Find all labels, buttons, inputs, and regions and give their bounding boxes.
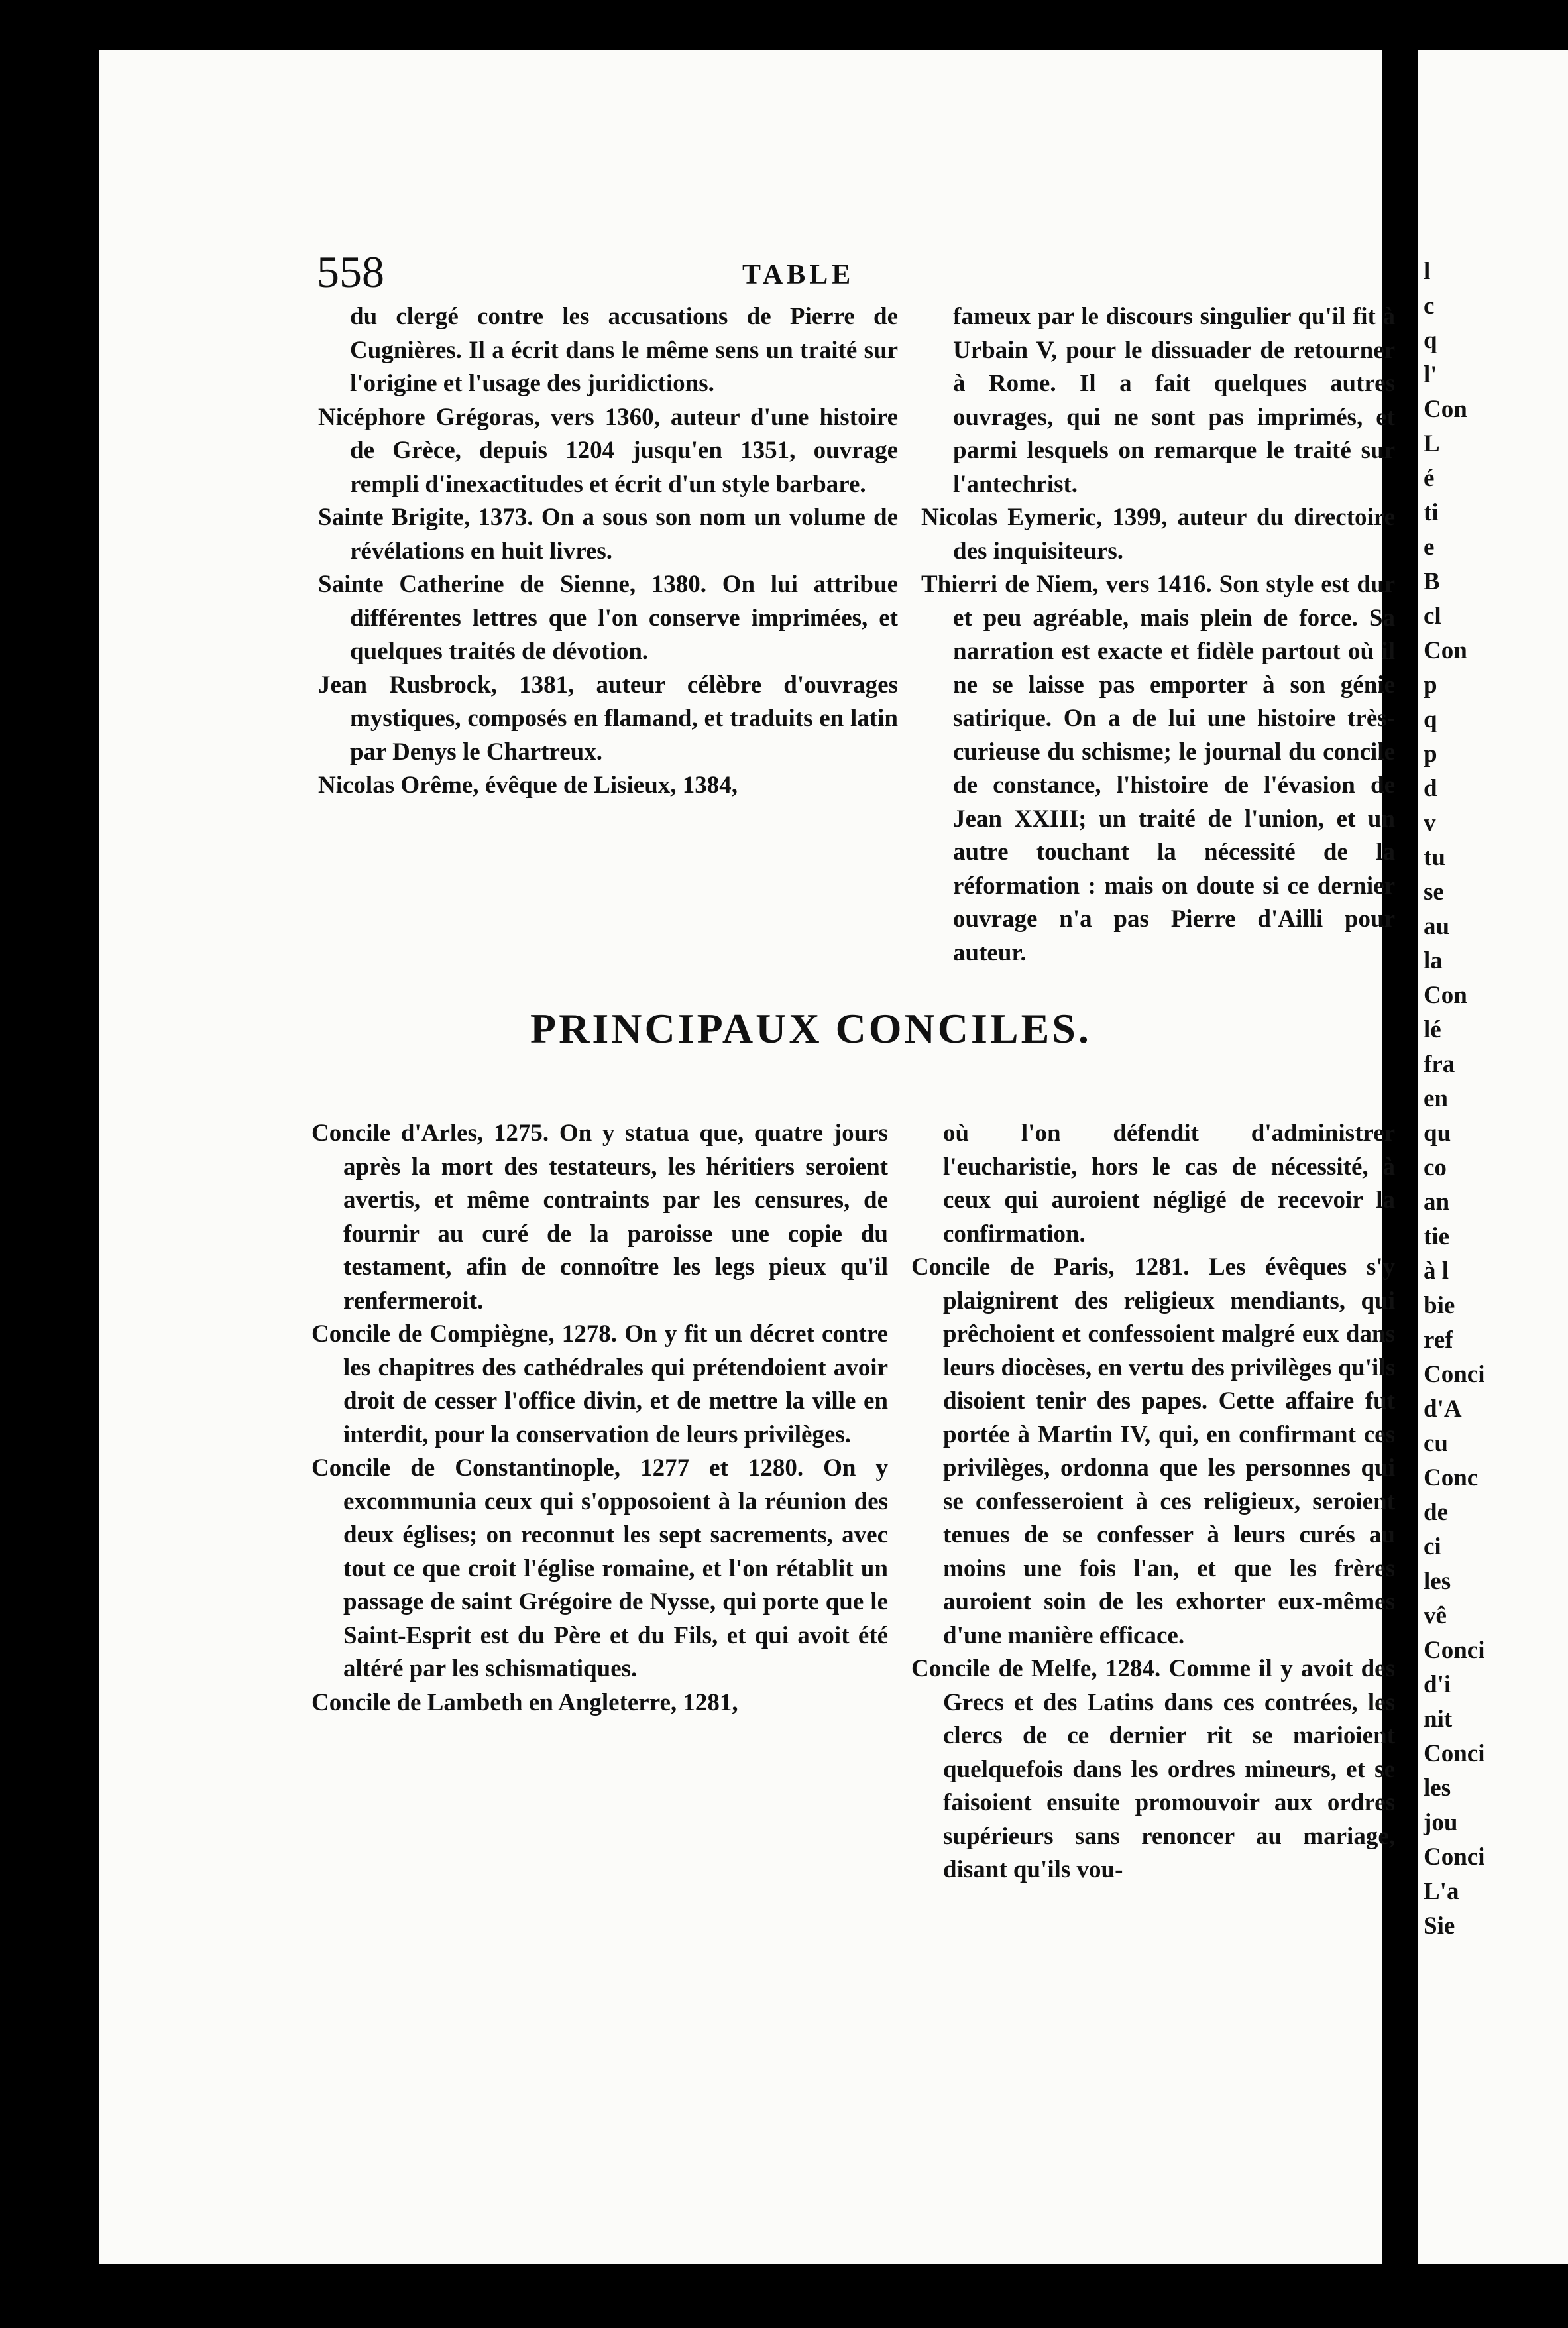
facing-page-text-fragment: c (1424, 292, 1435, 320)
facing-page-text-fragment: se (1424, 878, 1444, 905)
facing-page-text-fragment: Conc (1424, 1464, 1479, 1491)
facing-page-text-fragment: lé (1424, 1016, 1441, 1043)
table-entry: Concile de Melfe, 1284. Comme il y avoit des Grecs et des Latins dans ces contrées, les clercs de ce dernier rit se marioient quelquefois dans les ordres mineurs, et se faisoient ensuite promouvoir aux ordres supérieurs sans renoncer au mariage, disant qu'ils vou- (911, 1655, 1395, 1883)
facing-page-text-fragment: é (1424, 465, 1435, 492)
page-header (99, 242, 1382, 302)
facing-page-text-fragment: co (1424, 1154, 1447, 1181)
table-entry: Thierri de Niem, vers 1416. Son style est dur et peu agréable, mais plein de force. Sa narration est exacte et fidèle partout où il ne se laisse pas emporter à son génie satirique. On a de lui une histoire très-curieuse du schisme; le journal du concile de constance, l'histoire de l'évasion de Jean XXIII; un traité de l'union, et un autre touchant la nécessité de la réformation : mais on doute si ce dernier ouvrage n'a pas Pierre d'Ailli pour auteur. (921, 571, 1395, 966)
facing-page-text-fragment: Con (1424, 637, 1467, 664)
facing-page-text-fragment: an (1424, 1189, 1450, 1216)
facing-page-text-fragment: B (1424, 568, 1440, 595)
facing-page-text-fragment: tie (1424, 1223, 1450, 1250)
table-entry: Concile de Compiègne, 1278. On y fit un décret contre les chapitres des cathédrales qui prétendoient avoir droit de cesser l'office divin, et de mettre la ville en interdit, pour la conservation de leurs privilèges. (311, 1320, 888, 1448)
bottom-right-column (911, 1117, 1395, 1887)
top-left-column (318, 300, 898, 803)
facing-page-text-fragment: la (1424, 947, 1443, 974)
table-entry: Concile de Lambeth en Angleterre, 1281, (311, 1688, 738, 1716)
facing-page-text-fragment: p (1424, 671, 1437, 699)
section-title: PRINCIPAUX CONCILES. (530, 1005, 1092, 1052)
table-entry: Concile d'Arles, 1275. On y statua que, quatre jours après la mort des testateurs, les héritiers seroient avertis, et même contraints par les censures, de fournir au curé de la paroisse une copie du testament, afin de connoître les legs pieux qu'il renfermeroit. (311, 1120, 888, 1314)
facing-page-text-fragment: tu (1424, 844, 1445, 871)
facing-page-text-fragment: d'A (1424, 1395, 1462, 1423)
facing-page-text-fragment: en (1424, 1085, 1448, 1112)
table-entry: Concile de Constantinople, 1277 et 1280. On y excommunia ceux qui s'opposoient à la réunion des deux églises; on reconnut les sept sacrements, avec tout ce que croit l'église romaine, et l'on rétablit un passage de saint Grégoire de Nysse, qui porte que le Saint-Esprit est du Père et du Fils, et qui avoit été altéré par les schismatiques. (311, 1454, 888, 1682)
facing-page-text-fragment: Conci (1424, 1740, 1485, 1767)
facing-page-text-fragment: Conci (1424, 1637, 1485, 1664)
facing-page-text-fragment: les (1424, 1568, 1451, 1595)
table-entry: du clergé contre les accusations de Pierre de Cugnières. Il a écrit dans le même sens un traité sur l'origine et l'usage des juridictions. (350, 303, 898, 397)
facing-page-text-fragment: ci (1424, 1533, 1441, 1560)
facing-page-text-fragment: d (1424, 775, 1437, 802)
facing-page-text-fragment: ti (1424, 499, 1439, 526)
facing-page-text-fragment: cu (1424, 1430, 1448, 1457)
facing-page-text-fragment: d'i (1424, 1671, 1451, 1698)
facing-page-text-fragment: Con (1424, 396, 1467, 423)
facing-page-text-fragment: e (1424, 534, 1435, 561)
facing-page-text-fragment: q (1424, 327, 1437, 354)
table-entry: Nicéphore Grégoras, vers 1360, auteur d'une histoire de Grèce, depuis 1204 jusqu'en 1351, ouvrage rempli d'inexactitudes et écrit d'un style barbare. (318, 403, 898, 498)
table-entry: où l'on défendit d'administrer l'eucharistie, hors le cas de nécessité, à ceux qui auroient négligé de recevoir la confirmation. (943, 1120, 1395, 1248)
facing-page-edge (1418, 50, 1568, 2264)
facing-page-text-fragment: cl (1424, 603, 1441, 630)
table-entry: Nicolas Orême, évêque de Lisieux, 1384, (318, 772, 738, 799)
facing-page-text-fragment: Conci (1424, 1361, 1485, 1388)
table-entry: Sainte Catherine de Sienne, 1380. On lui attribue différentes lettres que l'on conserve imprimées, et quelques traités de dévotion. (318, 571, 898, 665)
facing-page-text-fragment: jou (1424, 1809, 1458, 1836)
facing-page-text-fragment: p (1424, 740, 1437, 768)
book-page (99, 50, 1395, 2264)
facing-page-text-fragment: nit (1424, 1706, 1453, 1733)
facing-page-text-fragment: au (1424, 913, 1450, 940)
facing-page-text-fragment: fra (1424, 1051, 1455, 1078)
table-entry: Sainte Brigite, 1373. On a sous son nom un volume de révélations en huit livres. (318, 504, 898, 565)
facing-page-text-fragment: à l (1424, 1257, 1449, 1285)
facing-page-text-fragment: L'a (1424, 1878, 1459, 1905)
facing-page-text-fragment: L (1424, 430, 1440, 457)
running-title: TABLE (742, 260, 855, 290)
facing-page-text-fragment: de (1424, 1499, 1448, 1526)
facing-page-text-fragment: vê (1424, 1602, 1447, 1629)
facing-page-text-fragment: ref (1424, 1326, 1453, 1354)
facing-page-text-fragment: qu (1424, 1120, 1451, 1147)
facing-page-text-fragment: l' (1424, 361, 1437, 388)
facing-page-text-fragment: q (1424, 706, 1437, 733)
top-right-column (921, 300, 1395, 970)
facing-page-text-fragment: bie (1424, 1292, 1455, 1319)
facing-page-text-fragment: Sie (1424, 1912, 1455, 1940)
table-entry: fameux par le discours singulier qu'il fit à Urbain V, pour le dissuader de retourner à Rome. Il a fait quelques autres ouvrages, qui ne sont pas imprimés, et parmi lesquels on remarque le traité sur l'antechrist. (953, 303, 1395, 498)
table-entry: Jean Rusbrock, 1381, auteur célèbre d'ouvrages mystiques, composés en flamand, et traduits en latin par Denys le Chartreux. (318, 671, 898, 766)
facing-page-text-fragment: Conci (1424, 1843, 1485, 1871)
bottom-left-column (311, 1117, 888, 1719)
table-entry: Concile de Paris, 1281. Les évêques s'y plaignirent des religieux mendiants, qui prêchoient et confessoient malgré eux dans leurs diocèses, en vertu des privilèges qu'ils disoient tenir des papes. Cette affaire fut portée à Martin IV, qui, en confirmant ces privilèges, ordonna que les personnes qui se confesseroient à ces religieux, seroient tenues de se confesser à leurs curés au moins une fois l'an, et que les frères auroient soin de les exhorter eux-mêmes d'une manière efficace. (911, 1253, 1395, 1649)
table-entry: Nicolas Eymeric, 1399, auteur du directoire des inquisiteurs. (921, 504, 1395, 565)
facing-page-text-fragment: Con (1424, 982, 1467, 1009)
page-number: 558 (317, 247, 384, 297)
facing-page-text-fragment: les (1424, 1775, 1451, 1802)
facing-page-text-fragment: l (1424, 258, 1431, 285)
facing-page-text-fragment: v (1424, 809, 1436, 837)
